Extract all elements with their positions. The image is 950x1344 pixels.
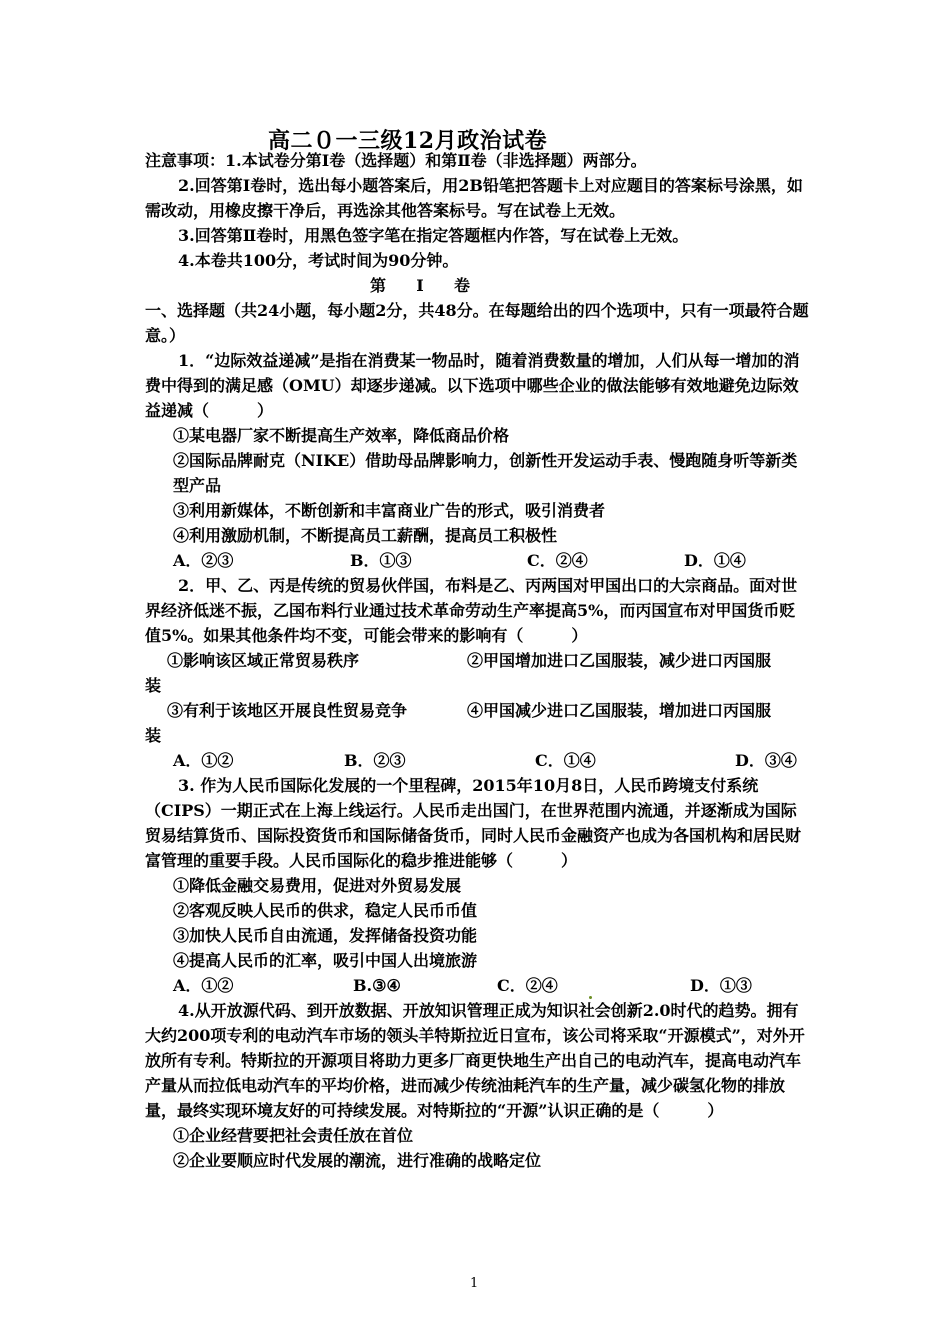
q2-options-row-2 xyxy=(145,698,810,723)
section-heading-part: Ⅰ xyxy=(416,276,424,295)
q2-answer-b: B．②③ xyxy=(344,751,406,770)
part1-intro: 一、选择题（共24小题，每小题2分，共48分。在每题给出的四个选项中，只有一项最符合题意。） xyxy=(145,301,809,345)
q2-option-3: ③有利于该地区开展良性贸易竞争 xyxy=(167,701,408,720)
q3-option-2: ②客观反映人民币的供求，稳定人民币币值 xyxy=(173,901,478,920)
q1-answer-c: C．②④ xyxy=(527,551,588,570)
q1-option-3: ③利用新媒体，不断创新和丰富商业广告的形式，吸引消费者 xyxy=(173,501,606,520)
q3-answer-b: B.③④ xyxy=(353,976,401,995)
q1-answers xyxy=(145,548,810,573)
q2-answers xyxy=(145,748,810,773)
notes-line-3: 3.回答第Ⅱ卷时，用黑色签字笔在指定答题框内作答，写在试卷上无效。 xyxy=(178,226,689,245)
q2-option-1: ①影响该区域正常贸易秩序 xyxy=(167,651,360,670)
q3-answer-d: D．①③ xyxy=(690,976,752,995)
q1-option-4: ④利用激励机制，不断提高员工薪酬，提高员工积极性 xyxy=(173,526,558,545)
section-heading-part: 卷 xyxy=(453,276,470,295)
q2-answer-d: D．③④ xyxy=(735,751,797,770)
q1-answer-b: B．①③ xyxy=(350,551,412,570)
q4-option-1: ①企业经营要把社会责任放在首位 xyxy=(173,1126,414,1145)
q4-stem: 4.从开放源代码、到开放数据、开放知识管理正成为知识社会创新2.0时代的趋势。拥有大约200项专利的电动汽车市场的领头羊特斯拉近日宣布，该公司将采取“开源模式”，对外开放所有专利。特斯拉的开源项目将助力更多厂商更快地生产出自己的电动汽车，提高电动汽车产量从而拉低电动汽车的平均价格，进而减少传统油耗汽车的生产量，减少碳氢化物的排放量，最终实现环境友好的可持续发展。对特斯拉的“开源”认识正确的是（ ） xyxy=(145,1001,805,1120)
notes-line-4: 4.本卷共100分，考试时间为90分钟。 xyxy=(178,251,459,270)
q2-option-2: ②甲国增加进口乙国服装，减少进口丙国服 xyxy=(467,651,772,670)
notes-line-2: 2.回答第Ⅰ卷时，选出每小题答案后，用2B铅笔把答题卡上对应题目的答案标号涂黑，如需改动，用橡皮擦干净后，再选涂其他答案标号。写在试卷上无效。 xyxy=(145,176,803,220)
page-number: 1 xyxy=(470,1276,479,1291)
q2-option-4: ④甲国减少进口乙国服装，增加进口丙国服 xyxy=(467,701,772,720)
q3-option-1: ①降低金融交易费用，促进对外贸易发展 xyxy=(173,876,462,895)
q1-option-2: ②国际品牌耐克（NIKE）借助母品牌影响力，创新性开发运动手表、慢跑随身听等新类型产品 xyxy=(173,451,798,495)
q2-answer-a: A．①② xyxy=(173,751,234,770)
exam-content xyxy=(145,148,810,1173)
q3-answer-a: A．①② xyxy=(173,976,234,995)
notes-line-1: 注意事项：1.本试卷分第Ⅰ卷（选择题）和第Ⅱ卷（非选择题）两部分。 xyxy=(145,151,647,170)
q1-option-1: ①某电器厂家不断提高生产效率，降低商品价格 xyxy=(173,426,510,445)
stray-mark xyxy=(589,996,592,999)
q2-stem: 2．甲、乙、丙是传统的贸易伙伴国，布料是乙、丙两国对甲国出口的大宗商品。面对世界经济低迷不振，乙国布料行业通过技术革命劳动生产率提高5%，而丙国宣布对甲国货币贬值5%。如果其他条件均不变，可能会带来的影响有（ ） xyxy=(145,576,798,645)
q3-stem: 3. 作为人民币国际化发展的一个里程碑，2015年10月8日，人民币跨境支付系统（CIPS）一期正式在上海上线运行。人民币走出国门，在世界范围内流通，并逐渐成为国际贸易结算货币、国际投资货币和国际储备货币，同时人民币金融资产也成为各国机构和居民财富管理的重要手段。人民币国际化的稳步推进能够（ ） xyxy=(145,776,802,870)
q1-answer-d: D．①④ xyxy=(684,551,746,570)
q2-option-4-wrap: 装 xyxy=(145,726,162,745)
q1-stem: 1．“边际效益递减”是指在消费某一物品时，随着消费数量的增加，人们从每一增加的消费中得到的满足感（OMU）却逐步递减。以下选项中哪些企业的做法能够有效地避免边际效益递减（ ） xyxy=(145,351,800,420)
q2-option-2-wrap: 装 xyxy=(145,676,162,695)
q2-options-row-1 xyxy=(145,648,810,673)
q3-option-3: ③加快人民币自由流通，发挥储备投资功能 xyxy=(173,926,478,945)
q4-option-2: ②企业要顺应时代发展的潮流，进行准确的战略定位 xyxy=(173,1151,542,1170)
section-heading xyxy=(145,273,810,298)
exam-title: 高二０一三级12月政治试卷 xyxy=(268,128,548,154)
q3-answer-c: C．②④ xyxy=(497,976,558,995)
q2-answer-c: C．①④ xyxy=(535,751,596,770)
q1-answer-a: A．②③ xyxy=(173,551,234,570)
q3-answers xyxy=(145,973,810,998)
q3-option-4: ④提高人民币的汇率，吸引中国人出境旅游 xyxy=(173,951,478,970)
section-heading-part: 第 xyxy=(369,276,386,295)
